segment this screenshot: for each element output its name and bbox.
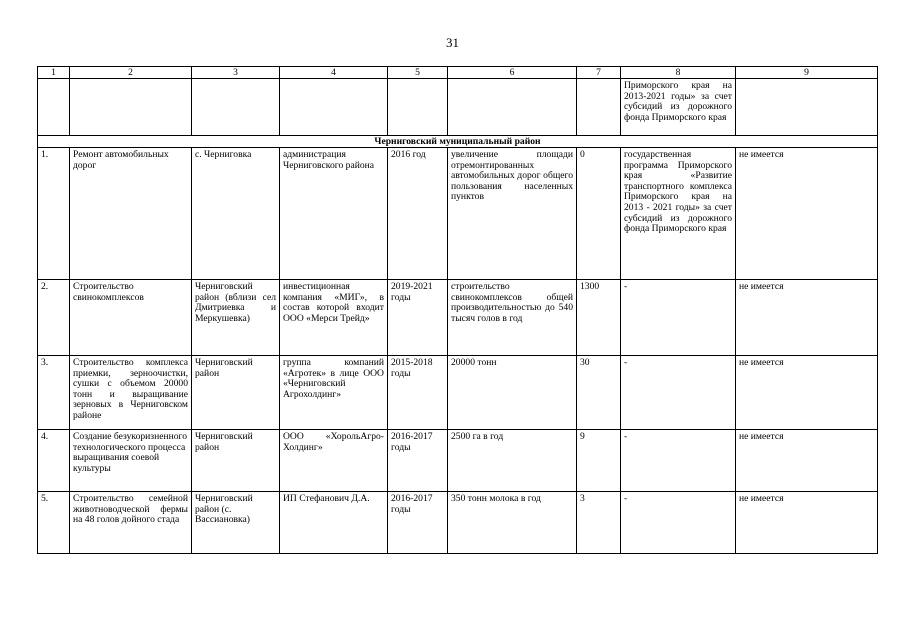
project-program: государственная программа Приморского края «Развитие транспортного комплекса Приморского края на 2013 - 2021 годы» за счет субсидий из дорожного фонда Приморского края [621, 148, 736, 280]
project-program: - [621, 430, 736, 492]
project-name: Строительство свинокомплексов [70, 280, 192, 356]
table-row [38, 280, 878, 356]
row-number: 4. [38, 430, 70, 492]
table-cell [577, 79, 621, 136]
table-row [38, 430, 878, 492]
project-initiator: ООО «ХорольАгро-Холдинг» [280, 430, 388, 492]
project-program: - [621, 492, 736, 554]
column-number: 8 [621, 67, 736, 79]
project-period: 2016-2017 годы [388, 492, 448, 554]
table-cell [192, 79, 280, 136]
project-program: - [621, 280, 736, 356]
project-other: не имеется [736, 492, 878, 554]
project-other: не имеется [736, 430, 878, 492]
project-result: строительство свинокомплексов общей производительностью до 540 тысяч голов в год [448, 280, 577, 356]
project-period: 2015-2018 годы [388, 356, 448, 430]
table-row [38, 148, 878, 280]
project-initiator: инвестиционная компания «МИГ», в состав которой входит ООО «Мерси Трейд» [280, 280, 388, 356]
project-place: с. Черниговка [192, 148, 280, 280]
project-volume: 1300 [577, 280, 621, 356]
section-row [38, 136, 878, 148]
column-number: 1 [38, 67, 70, 79]
project-name: Строительство комплекса приемки, зерноочистки, сушки с объемом 20000 тонн и выращивание зерновых в Черниговском районе [70, 356, 192, 430]
row-number: 1. [38, 148, 70, 280]
project-initiator: ИП Стефанович Д.А. [280, 492, 388, 554]
table-cell [280, 79, 388, 136]
project-place: Черниговский район (с. Вассиановка) [192, 492, 280, 554]
project-volume: 9 [577, 430, 621, 492]
project-period: 2016 год [388, 148, 448, 280]
project-place: Черниговский район [192, 430, 280, 492]
project-volume: 30 [577, 356, 621, 430]
project-other: не имеется [736, 148, 878, 280]
project-other: не имеется [736, 280, 878, 356]
section-title: Черниговский муниципальный район [38, 136, 878, 148]
project-program: - [621, 356, 736, 430]
table-cell [70, 79, 192, 136]
project-place: Черниговский район [192, 356, 280, 430]
column-number: 6 [448, 67, 577, 79]
project-place: Черниговский район (вблизи сел Дмитриевка и Меркушевка) [192, 280, 280, 356]
project-result: 2500 га в год [448, 430, 577, 492]
column-number: 7 [577, 67, 621, 79]
project-initiator: группа компаний «Агротек» в лице ООО «Черниговский Агрохолдинг» [280, 356, 388, 430]
table-cell [38, 79, 70, 136]
project-period: 2019-2021 годы [388, 280, 448, 356]
project-name: Строительство семейной животноводческой фермы на 48 голов дойного стада [70, 492, 192, 554]
row-number: 2. [38, 280, 70, 356]
column-number: 2 [70, 67, 192, 79]
project-name: Создание безукоризненного технологического процесса выращивания соевой культуры [70, 430, 192, 492]
continuation-row [38, 79, 878, 136]
table-row [38, 492, 878, 554]
column-number: 4 [280, 67, 388, 79]
project-result: 20000 тонн [448, 356, 577, 430]
project-volume: 3 [577, 492, 621, 554]
column-number: 9 [736, 67, 878, 79]
table-cell [388, 79, 448, 136]
row-number: 5. [38, 492, 70, 554]
project-result: увеличение площади отремонтированных автомобильных дорог общего пользования населенных пунктов [448, 148, 577, 280]
project-table [37, 66, 878, 554]
column-number: 3 [192, 67, 280, 79]
column-number-row [38, 67, 878, 79]
column-number: 5 [388, 67, 448, 79]
project-initiator: администрация Черниговского района [280, 148, 388, 280]
table-cell [736, 79, 878, 136]
project-volume: 0 [577, 148, 621, 280]
table-row [38, 356, 878, 430]
project-other: не имеется [736, 356, 878, 430]
table-cell [448, 79, 577, 136]
program-cell: Приморского края на 2013-2021 годы» за счет субсидий из дорожного фонда Приморского края [621, 79, 736, 136]
page-number: 31 [446, 35, 459, 50]
project-period: 2016-2017 годы [388, 430, 448, 492]
project-result: 350 тонн молока в год [448, 492, 577, 554]
row-number: 3. [38, 356, 70, 430]
project-name: Ремонт автомобильных дорог [70, 148, 192, 280]
